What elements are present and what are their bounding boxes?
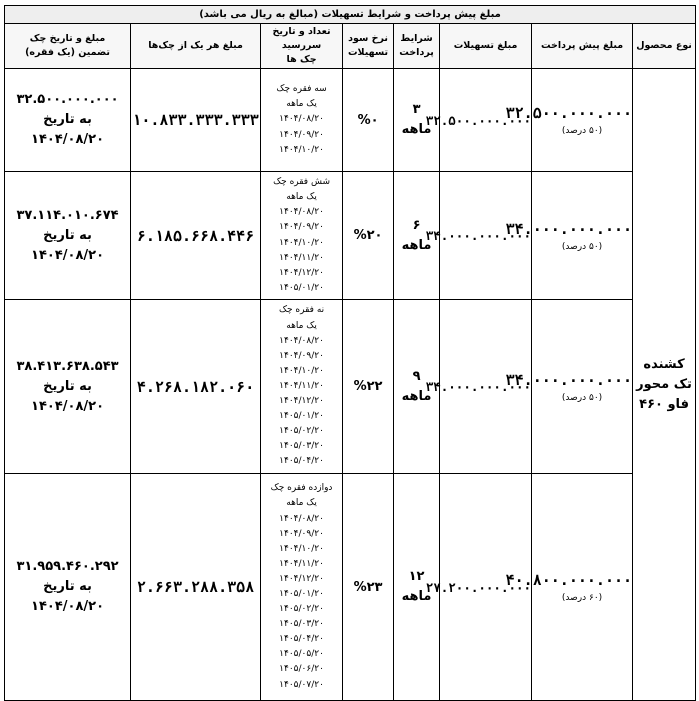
header-checks bbox=[261, 24, 343, 69]
table-row bbox=[5, 474, 696, 701]
checks-cell bbox=[261, 172, 343, 300]
header-product-label: نوع محصول bbox=[636, 40, 692, 51]
checks-interval: یک ماهه bbox=[286, 320, 317, 331]
guarantee-amount: ۳۲.۵۰۰.۰۰۰.۰۰۰ bbox=[16, 92, 119, 107]
checks-count: دوازده فقره چک bbox=[270, 483, 333, 494]
each-check-cell bbox=[131, 300, 261, 474]
table-row bbox=[5, 300, 696, 474]
title-row bbox=[5, 6, 696, 24]
check-due-date: ۱۴۰۴/۱۲/۲۰ bbox=[279, 267, 324, 278]
checks-interval: یک ماهه bbox=[286, 99, 317, 110]
guarantee-amount: ۳۷.۱۱۴.۰۱۰.۶۷۴ bbox=[16, 207, 119, 223]
down-payment-amount: ۳۴.۰۰۰.۰۰۰.۰۰۰ bbox=[505, 370, 633, 389]
product-line2: تک محور bbox=[636, 376, 692, 392]
interest-rate: %۲۳ bbox=[353, 579, 383, 595]
guarantee-prefix: به تاریخ bbox=[43, 579, 92, 594]
guarantee-date: ۱۴۰۴/۰۸/۲۰ bbox=[31, 132, 105, 147]
check-due-date: ۱۴۰۴/۱۰/۲۰ bbox=[279, 543, 324, 554]
check-due-date: ۱۴۰۴/۱۱/۲۰ bbox=[279, 380, 324, 391]
checks-count: نه فقره چک bbox=[278, 305, 325, 316]
product-line1: کشنده bbox=[643, 356, 685, 372]
check-due-date: ۱۴۰۵/۰۵/۲۰ bbox=[279, 649, 324, 660]
facilities-table bbox=[4, 5, 696, 701]
rate-cell bbox=[343, 172, 394, 300]
down-payment-cell bbox=[505, 474, 633, 701]
header-facility bbox=[440, 24, 532, 69]
down-payment-cell bbox=[505, 172, 633, 300]
rate-cell bbox=[343, 474, 394, 701]
header-each-check-label: مبلغ هر یک از چک‌ها bbox=[148, 40, 243, 51]
term-number: ۳ bbox=[412, 102, 421, 117]
check-due-date: ۱۴۰۵/۰۳/۲۰ bbox=[279, 619, 324, 630]
down-payment-amount: ۳۴.۰۰۰.۰۰۰.۰۰۰ bbox=[505, 219, 633, 238]
check-due-date: ۱۴۰۴/۱۲/۲۰ bbox=[279, 573, 324, 584]
facilities-table-sheet bbox=[4, 5, 695, 690]
guarantee-amount: ۳۱.۹۵۹.۴۶۰.۲۹۲ bbox=[16, 559, 119, 574]
facility-amount: ۳۴.۰۰۰.۰۰۰.۰۰۰ bbox=[425, 379, 532, 394]
guarantee-prefix: به تاریخ bbox=[43, 112, 92, 127]
check-due-date: ۱۴۰۵/۰۳/۲۰ bbox=[279, 441, 324, 452]
check-due-date: ۱۴۰۵/۰۴/۲۰ bbox=[279, 456, 324, 467]
header-guarantee bbox=[5, 24, 131, 69]
header-rate bbox=[343, 24, 394, 69]
header-row bbox=[5, 24, 696, 69]
facility-amount: ۲۷.۲۰۰.۰۰۰.۰۰۰ bbox=[425, 579, 532, 595]
header-checks-line2: چک ها bbox=[286, 54, 317, 65]
table-title: مبلغ پیش پرداخت و شرایط تسهیلات (مبالغ به ریال می باشد) bbox=[5, 6, 696, 24]
table-row bbox=[5, 172, 696, 300]
each-check-cell bbox=[131, 172, 261, 300]
down-payment-percent: (۵۰ درصد) bbox=[561, 241, 603, 252]
check-due-date: ۱۴۰۵/۰۱/۲۰ bbox=[279, 589, 324, 599]
header-guarantee-line1: مبلغ و تاریخ چک bbox=[29, 33, 106, 44]
check-due-date: ۱۴۰۴/۱۰/۲۰ bbox=[279, 144, 324, 155]
term-unit: ماهه bbox=[401, 388, 432, 404]
guarantee-cell bbox=[5, 300, 131, 474]
term-number: ۱۲ bbox=[408, 569, 425, 584]
facility-cell bbox=[425, 474, 532, 701]
header-rate-line1: نرخ سود bbox=[348, 33, 388, 44]
checks-interval: یک ماهه bbox=[286, 498, 317, 509]
header-down-payment bbox=[532, 24, 633, 69]
facility-cell bbox=[425, 300, 532, 474]
guarantee-cell bbox=[5, 474, 131, 701]
guarantee-date: ۱۴۰۴/۰۸/۲۰ bbox=[31, 599, 105, 614]
checks-count: سه فقره چک bbox=[276, 84, 327, 95]
checks-cell bbox=[261, 474, 343, 701]
each-check-amount: ۲.۶۶۳.۲۸۸.۳۵۸ bbox=[136, 578, 255, 596]
check-due-date: ۱۴۰۴/۰۸/۲۰ bbox=[279, 207, 324, 218]
header-guarantee-line2: تضمین (یک فقره) bbox=[25, 47, 110, 58]
checks-interval: یک ماهه bbox=[286, 192, 317, 203]
check-due-date: ۱۴۰۴/۰۸/۲۰ bbox=[279, 513, 324, 524]
down-payment-percent: (۶۰ درصد) bbox=[561, 593, 603, 603]
facility-amount: ۳۲.۵۰۰.۰۰۰.۰۰۰ bbox=[425, 112, 532, 128]
rate-cell bbox=[343, 69, 394, 172]
down-payment-cell bbox=[505, 69, 633, 172]
product-line3: فاو ۴۶۰ bbox=[639, 396, 689, 412]
check-due-date: ۱۴۰۵/۰۲/۲۰ bbox=[279, 604, 324, 615]
interest-rate: %۲۰ bbox=[353, 228, 383, 243]
down-payment-percent: (۵۰ درصد) bbox=[561, 392, 603, 403]
facility-cell bbox=[425, 172, 532, 300]
table-row bbox=[5, 69, 696, 172]
header-rate-line2: تسهیلات bbox=[347, 47, 389, 58]
header-facility-label: مبلغ تسهیلات bbox=[453, 40, 518, 51]
header-checks-line1: تعداد و تاریخ سررسید bbox=[272, 26, 331, 51]
checks-cell bbox=[261, 300, 343, 474]
checks-cell bbox=[261, 69, 343, 172]
check-due-date: ۱۴۰۴/۰۹/۲۰ bbox=[279, 129, 324, 140]
down-payment-cell bbox=[505, 300, 633, 474]
each-check-cell bbox=[131, 474, 261, 701]
check-due-date: ۱۴۰۴/۰۹/۲۰ bbox=[279, 350, 324, 361]
checks-count: شش فقره چک bbox=[273, 177, 330, 188]
term-number: ۹ bbox=[412, 368, 421, 384]
facility-amount: ۳۴.۰۰۰.۰۰۰.۰۰۰ bbox=[425, 228, 532, 243]
check-due-date: ۱۴۰۴/۱۰/۲۰ bbox=[279, 237, 324, 248]
check-due-date: ۱۴۰۴/۱۱/۲۰ bbox=[279, 252, 324, 263]
term-number: ۶ bbox=[412, 217, 421, 233]
facility-cell bbox=[425, 69, 532, 172]
header-down-payment-label: مبلغ پیش پرداخت bbox=[540, 40, 624, 51]
down-payment-amount: ۳۲.۵۰۰.۰۰۰.۰۰۰ bbox=[505, 104, 633, 122]
term-unit: ماهه bbox=[401, 589, 432, 604]
header-terms-line2: پرداخت bbox=[399, 47, 434, 58]
down-payment-amount: ۴۰.۸۰۰.۰۰۰.۰۰۰ bbox=[505, 571, 633, 589]
product-cell bbox=[633, 69, 696, 701]
header-terms-line1: شرایط bbox=[400, 33, 433, 44]
each-check-amount: ۱۰.۸۳۳.۳۳۳.۳۳۳ bbox=[132, 111, 259, 129]
guarantee-amount: ۳۸.۴۱۳.۶۳۸.۵۴۳ bbox=[16, 358, 119, 374]
guarantee-cell bbox=[5, 172, 131, 300]
check-due-date: ۱۴۰۴/۰۸/۲۰ bbox=[279, 114, 324, 125]
each-check-cell bbox=[131, 69, 261, 172]
check-due-date: ۱۴۰۴/۰۸/۲۰ bbox=[279, 335, 324, 346]
check-due-date: ۱۴۰۴/۰۹/۲۰ bbox=[279, 528, 324, 539]
header-each-check bbox=[131, 24, 261, 69]
check-due-date: ۱۴۰۴/۱۱/۲۰ bbox=[279, 558, 324, 569]
check-due-date: ۱۴۰۵/۰۱/۲۰ bbox=[279, 282, 324, 293]
interest-rate: %۰ bbox=[357, 112, 379, 128]
interest-rate: %۲۲ bbox=[353, 379, 383, 394]
each-check-amount: ۶.۱۸۵.۶۶۸.۴۴۶ bbox=[136, 226, 255, 245]
check-due-date: ۱۴۰۴/۱۲/۲۰ bbox=[279, 396, 324, 407]
down-payment-percent: (۵۰ درصد) bbox=[561, 126, 603, 136]
check-due-date: ۱۴۰۴/۱۰/۲۰ bbox=[279, 365, 324, 376]
term-unit: ماهه bbox=[401, 237, 432, 253]
check-due-date: ۱۴۰۵/۰۴/۲۰ bbox=[279, 634, 324, 645]
header-product bbox=[633, 24, 696, 69]
check-due-date: ۱۴۰۴/۰۹/۲۰ bbox=[279, 222, 324, 233]
check-due-date: ۱۴۰۵/۰۶/۲۰ bbox=[279, 664, 324, 675]
check-due-date: ۱۴۰۵/۰۲/۲۰ bbox=[279, 426, 324, 437]
guarantee-date: ۱۴۰۴/۰۸/۲۰ bbox=[31, 247, 105, 263]
check-due-date: ۱۴۰۵/۰۱/۲۰ bbox=[279, 411, 324, 422]
rate-cell bbox=[343, 300, 394, 474]
check-due-date: ۱۴۰۵/۰۷/۲۰ bbox=[279, 679, 324, 690]
each-check-amount: ۴.۲۶۸.۱۸۲.۰۶۰ bbox=[136, 377, 255, 396]
guarantee-prefix: به تاریخ bbox=[43, 378, 92, 394]
header-terms bbox=[394, 24, 440, 69]
guarantee-cell bbox=[5, 69, 131, 172]
guarantee-prefix: به تاریخ bbox=[43, 227, 92, 243]
term-unit: ماهه bbox=[401, 122, 432, 137]
guarantee-date: ۱۴۰۴/۰۸/۲۰ bbox=[31, 398, 105, 414]
